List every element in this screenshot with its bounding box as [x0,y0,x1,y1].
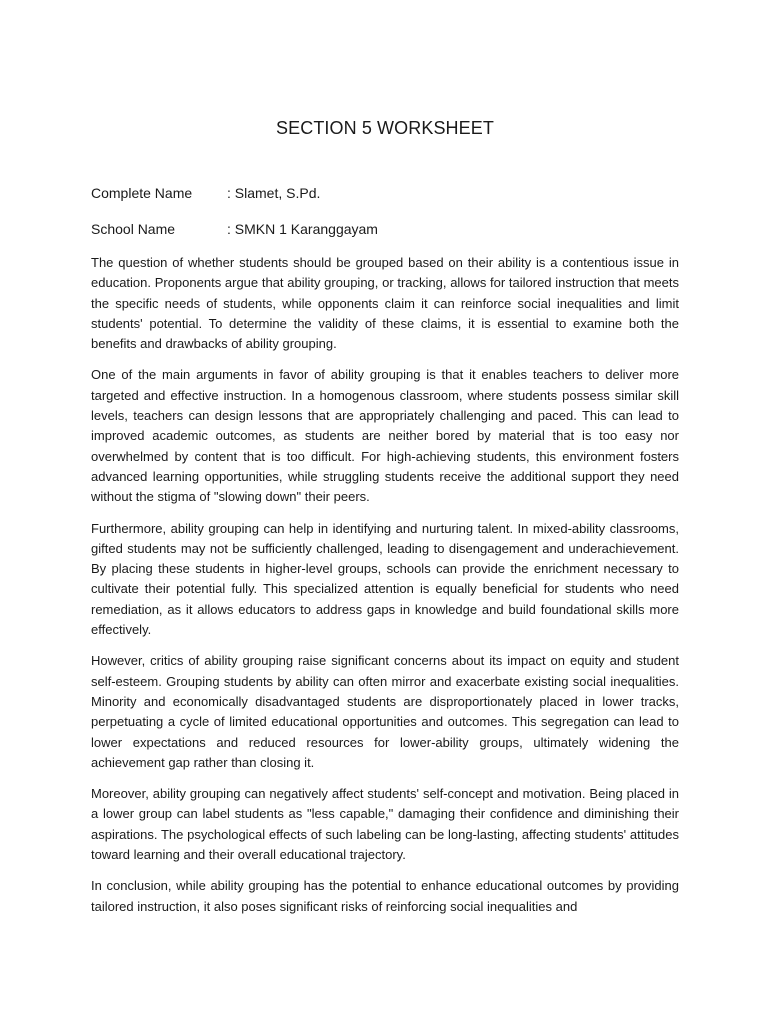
paragraph: In conclusion, while ability grouping has the potential to enhance educational outcomes by providing tailored instruction, it also poses significant risks of reinforcing social inequalities and [91,878,679,914]
paragraph: Furthermore, ability grouping can help in identifying and nurturing talent. In mixed-ability classrooms, gifted students may not be sufficiently challenged, leading to disengagement and underachievement. By placing these students in higher-level groups, schools can provide the enrichment necessary to cultivate their potential fully. This specialized attention is equally beneficial for students who need remediation, as it allows educators to address gaps in knowledge and build foundational skills more effectively. [91,520,679,638]
complete-name-field [91,184,320,202]
paragraph: Moreover, ability grouping can negatively affect students' self-concept and motivation. Being placed in a lower group can label students as "less capable," damaging their confidence and diminishing their aspirations. The psychological effects of such labeling can be long-lasting, affecting students' attitudes toward learning and their overall educational trajectory. [91,786,679,863]
complete-name-value: : Slamet, S.Pd. [227,185,321,201]
paragraph: One of the main arguments in favor of ability grouping is that it enables teachers to deliver more targeted and effective instruction. In a homogenous classroom, where students possess similar skill levels, teachers can design lessons that are appropriately challenging and paced. This can lead to improved academic outcomes, as students are neither bored by material that is too easy nor overwhelmed by content that is too difficult. For high-achieving students, this environment fosters advanced learning opportunities, while struggling students receive the additional support they need without the stigma of "slowing down" their peers. [91,367,679,505]
complete-name-label: Complete Name [91,185,193,201]
school-name-value: : SMKN 1 Karanggayam [227,221,378,237]
page-title: SECTION 5 WORKSHEET [276,118,494,138]
paragraph: The question of whether students should be grouped based on their ability is a contentious issue in education. Proponents argue that ability grouping, or tracking, allows for tailored instruction that meets the specific needs of students, while opponents claim it can reinforce social inequalities and limit students' potential. To determine the validity of these claims, it is essential to examine both the benefits and drawbacks of ability grouping. [91,255,679,352]
school-name-field [91,220,378,238]
school-name-label: School Name [91,221,176,237]
paragraph: However, critics of ability grouping raise significant concerns about its impact on equity and student self-esteem. Grouping students by ability can often mirror and exacerbate existing social inequalities. Minority and economically disadvantaged students are disproportionately placed in lower tracks, perpetuating a cycle of limited educational opportunities and outcomes. This segregation can lead to lower expectations and reduced resources for lower-ability groups, ultimately widening the achievement gap rather than closing it. [91,653,679,770]
essay-body [91,253,679,928]
